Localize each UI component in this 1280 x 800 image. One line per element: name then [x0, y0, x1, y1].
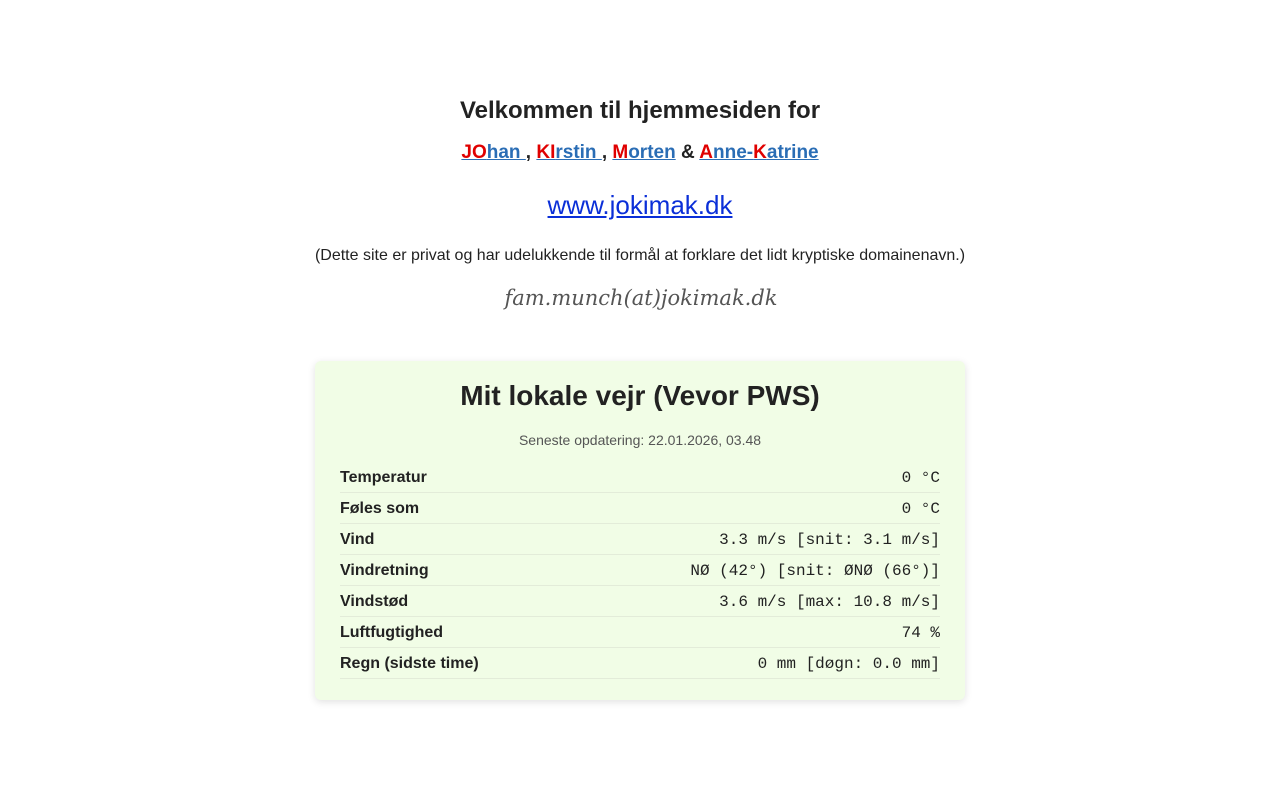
weather-label: Vindstød: [340, 593, 409, 610]
weather-value: 0 mm [døgn: 0.0 mm]: [757, 655, 940, 673]
name-rest: han: [486, 142, 526, 163]
site-url-container: [0, 189, 1280, 221]
name-link-johan[interactable]: [461, 142, 525, 163]
separator-comma: ,: [601, 142, 608, 163]
weather-row-humidity: [340, 617, 940, 648]
weather-label: Føles som: [340, 500, 420, 517]
name-link-morten[interactable]: [612, 142, 675, 163]
name-link-anne-katrine[interactable]: [699, 142, 818, 163]
weather-title: Mit lokale vejr (Vevor PWS): [460, 380, 820, 411]
weather-value: 3.6 m/s [max: 10.8 m/s]: [719, 593, 940, 611]
name-rest: atrine: [766, 142, 819, 163]
weather-row-wind: [340, 524, 940, 555]
family-names: [0, 141, 1280, 165]
email-image-text: fam.munch(at)jokimak.dk: [504, 286, 778, 310]
weather-row-feels-like: [340, 493, 940, 524]
weather-row-rain: [340, 648, 940, 679]
weather-value: 74 %: [901, 624, 940, 642]
name-rest: nne-: [713, 142, 754, 163]
weather-label: Regn (sidste time): [340, 655, 479, 672]
name-initials: M: [612, 142, 629, 163]
name-rest: rstin: [555, 142, 602, 163]
name-initials: A: [699, 142, 714, 163]
separator-comma: ,: [525, 142, 532, 163]
weather-value: 3.3 m/s [snit: 3.1 m/s]: [719, 531, 940, 549]
site-url-link[interactable]: www.jokimak.dk: [547, 190, 733, 220]
weather-row-temperature: [340, 462, 940, 493]
name-link-kirstin[interactable]: [536, 142, 601, 163]
disclaimer-text: (Dette site er privat og har udelukkende til formål at forklare det lidt kryptiske domainenavn.): [314, 247, 966, 264]
weather-card: [315, 361, 965, 700]
name-initials: JO: [461, 142, 487, 163]
weather-row-wind-direction: [340, 555, 940, 586]
weather-row-gust: [340, 586, 940, 617]
weather-value: 0 °C: [901, 500, 940, 518]
weather-label: Temperatur: [340, 469, 427, 486]
weather-label: Vindretning: [340, 562, 429, 579]
email-address-image: [497, 283, 785, 315]
weather-label: Vind: [340, 531, 375, 548]
name-initials: KI: [536, 142, 556, 163]
name-initials: K: [753, 142, 767, 163]
weather-value: 0 °C: [901, 469, 940, 487]
weather-table: [340, 462, 940, 679]
weather-value: NØ (42°) [snit: ØNØ (66°)]: [690, 562, 940, 580]
name-rest: orten: [628, 142, 676, 163]
last-updated-text: Seneste opdatering: 22.01.2026, 03.48: [518, 432, 762, 448]
page-title: Velkommen til hjemmesiden for: [459, 97, 821, 124]
separator-ampersand: &: [680, 142, 695, 163]
weather-label: Luftfugtighed: [340, 624, 444, 641]
